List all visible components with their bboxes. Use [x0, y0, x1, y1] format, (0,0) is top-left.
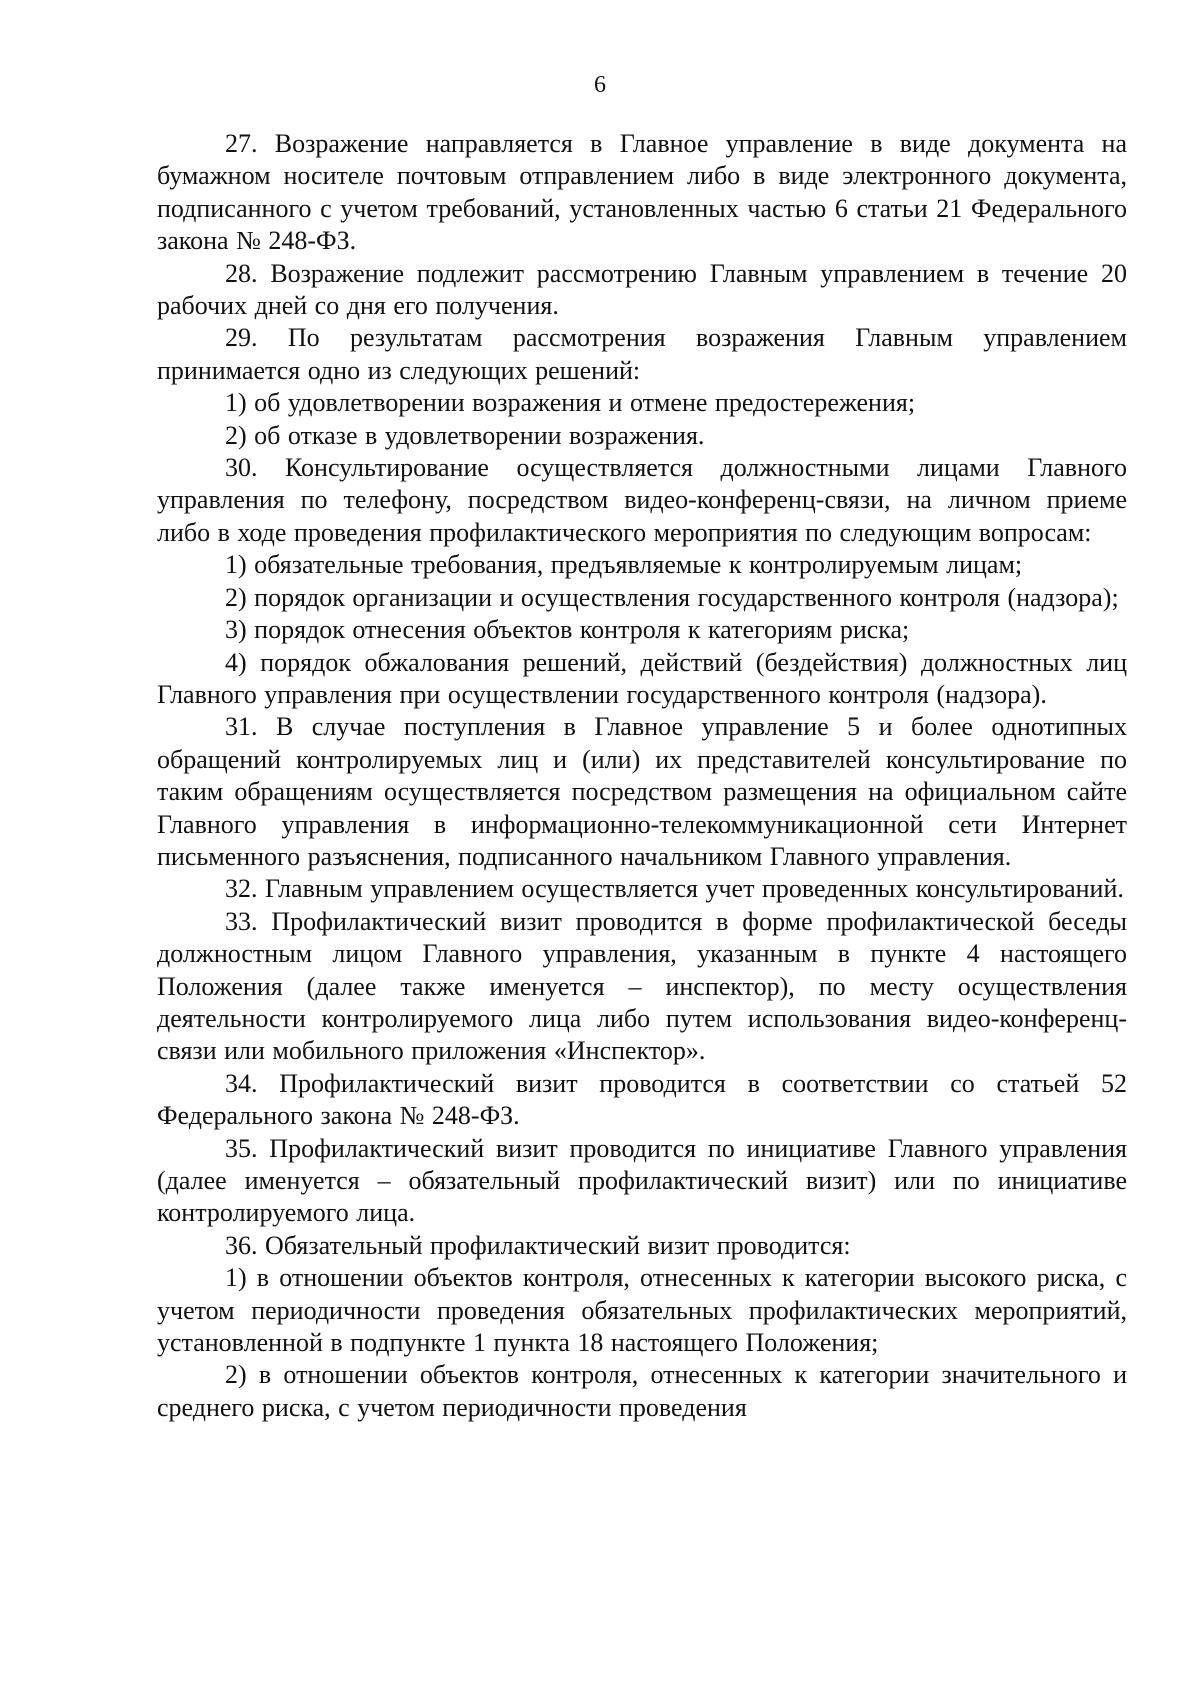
paragraph-32: 32. Главным управлением осуществляется учет проведенных консультирований.: [225, 874, 1124, 904]
document-body: [157, 128, 1127, 1424]
paragraph-29-item-1: 1) об удовлетворении возражения и отмене предостережения;: [225, 388, 916, 418]
paragraph-31: 31. В случае поступления в Главное управление 5 и более однотипных обращений контролируемых лиц и (или) их представителей консультирование по таким обращениям осуществляется посредством размещения на официальном сайте Главного управления в информационно-телекоммуникационной сети Интернет письменного разъяснения, подписанного начальником Главного управления.: [157, 712, 1127, 871]
paragraph-30-item-4: 4) порядок обжалования решений, действий (бездействия) должностных лиц Главного управления при осуществлении государственного контроля (надзора).: [157, 647, 1127, 709]
paragraph-30-item-3: 3) порядок отнесения объектов контроля к категориям риска;: [225, 615, 910, 645]
paragraph-30-item-1: 1) обязательные требования, предъявляемые к контролируемым лицам;: [225, 550, 1023, 580]
paragraph-36: 36. Обязательный профилактический визит проводится:: [225, 1230, 851, 1260]
paragraph-35: 35. Профилактический визит проводится по инициативе Главного управления (далее именуется – обязательный профилактический визит) или по инициативе контролируемого лица.: [157, 1133, 1127, 1228]
paragraph-36-item-2: 2) в отношении объектов контроля, отнесенных к категории значительного и среднего риска, с учетом периодичности проведения: [157, 1360, 1127, 1422]
paragraph-29-item-2: 2) об отказе в удовлетворении возражения.: [225, 420, 705, 450]
paragraph-28: 28. Возражение подлежит рассмотрению Главным управлением в течение 20 рабочих дней со дня его получения.: [157, 258, 1127, 321]
paragraph-30-item-2: 2) порядок организации и осуществления государственного контроля (надзора);: [225, 582, 1119, 612]
paragraph-36-item-1: 1) в отношении объектов контроля, отнесенных к категории высокого риска, с учетом периодичности проведения обязательных профилактических мероприятий, установленной в подпункте 1 пункта 18 настоящего Положения;: [157, 1263, 1127, 1358]
paragraph-33: 33. Профилактический визит проводится в форме профилактической беседы должностным лицом Главного управления, указанным в пункте 4 настоящего Положения (далее также именуется – инспектор), по месту осуществления деятельности контролируемого лица либо путем использования видео-конференц-связи или мобильного приложения «Инспектор».: [157, 906, 1127, 1066]
page-number: 6: [594, 72, 606, 98]
paragraph-34: 34. Профилактический визит проводится в соответствии со статьей 52 Федерального закона № 248-ФЗ.: [157, 1068, 1127, 1131]
paragraph-27: 27. Возражение направляется в Главное управление в виде документа на бумажном носителе почтовым отправлением либо в виде электронного документа, подписанного с учетом требований, установленных частью 6 статьи 21 Федерального закона № 248-ФЗ.: [157, 129, 1127, 256]
paragraph-30: 30. Консультирование осуществляется должностными лицами Главного управления по телефону, посредством видео-конференц-связи, на личном приеме либо в ходе проведения профилактического мероприятия по следующим вопросам:: [157, 453, 1127, 547]
paragraph-29: 29. По результатам рассмотрения возражения Главным управлением принимается одно из следующих решений:: [157, 323, 1127, 385]
